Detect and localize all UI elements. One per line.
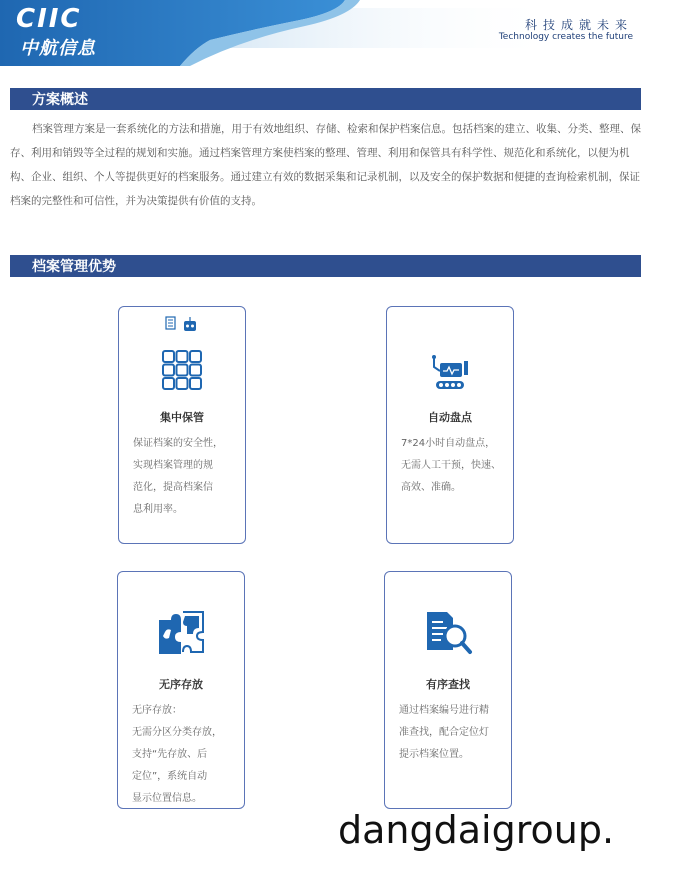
card-title: 集中保管 [160, 411, 204, 424]
desc-line: 通过档案编号进行精 [399, 705, 489, 716]
feature-card-ordered-search [384, 571, 512, 809]
feature-card-random-storage [117, 571, 245, 809]
desc-line: 无需分区分类存放， [132, 727, 222, 738]
document-robot-icon [162, 315, 202, 335]
document-search-icon [423, 610, 473, 656]
slogan-chinese: 科技成就未来 [524, 18, 633, 32]
card-title: 无序存放 [159, 678, 203, 691]
desc-line: 提示档案位置。 [399, 749, 469, 760]
feature-card-auto-inventory [386, 306, 514, 544]
desc-line: 7*24小时自动盘点， [401, 438, 496, 449]
overview-paragraph: 档案管理方案是一套系统化的方法和措施，用于有效地组织、存储、检索和保护档案信息。包括档案的建立、收集、分类、整理、保存、利用和销毁等全过程的规划和实施。通过档案管理方案使档案的整理、管理、利用和保管具有科学性、规范化和系统化，以便为机构、企业、组织、个人等提供更好的档案服务。通过建立有效的数据采集和记录机制，以及安全的保护数据和便捷的查询检索机制，保证档案的完整性和可信性，并为决策提供有价值的支持。 [10, 123, 641, 207]
desc-line: 无序存放： [132, 705, 182, 716]
page-header [0, 0, 673, 70]
card-description [399, 700, 499, 766]
small-toolbar-icons [119, 315, 245, 335]
section-title: 方案概述 [32, 92, 88, 108]
card-title: 有序查找 [426, 678, 470, 691]
desc-line: 准查找，配合定位灯 [399, 727, 489, 738]
desc-line: 范化，提高档案信 [133, 482, 213, 493]
desc-line: 显示位置信息。 [132, 793, 202, 804]
card-description [401, 433, 501, 499]
desc-line: 息利用率。 [133, 504, 183, 515]
desc-line: 定位”，系统自动 [132, 771, 208, 782]
brand-logo-chinese: 中航信息 [20, 38, 96, 59]
card-description [133, 433, 233, 521]
desc-line: 保证档案的安全性， [133, 438, 223, 449]
brand-logo-text: CIIC [16, 4, 82, 34]
section-title: 档案管理优势 [32, 259, 116, 275]
card-description [132, 700, 232, 810]
slogan-english: Technology creates the future [498, 32, 633, 42]
desc-line: 无需人工干预，快速、 [401, 460, 501, 471]
feature-card-centralized-storage [118, 306, 246, 544]
robot-inventory-icon [430, 353, 470, 393]
section-title-bar [10, 255, 641, 277]
desc-line: 支持“先存放、后 [132, 749, 208, 760]
watermark-text: dangdaigroup. [338, 808, 615, 852]
grid-icon [161, 349, 203, 391]
puzzle-icon [157, 610, 205, 656]
card-title: 自动盘点 [428, 411, 472, 424]
desc-line: 高效、准确。 [401, 482, 461, 493]
section-title-bar [10, 88, 641, 110]
desc-line: 实现档案管理的规 [133, 460, 213, 471]
